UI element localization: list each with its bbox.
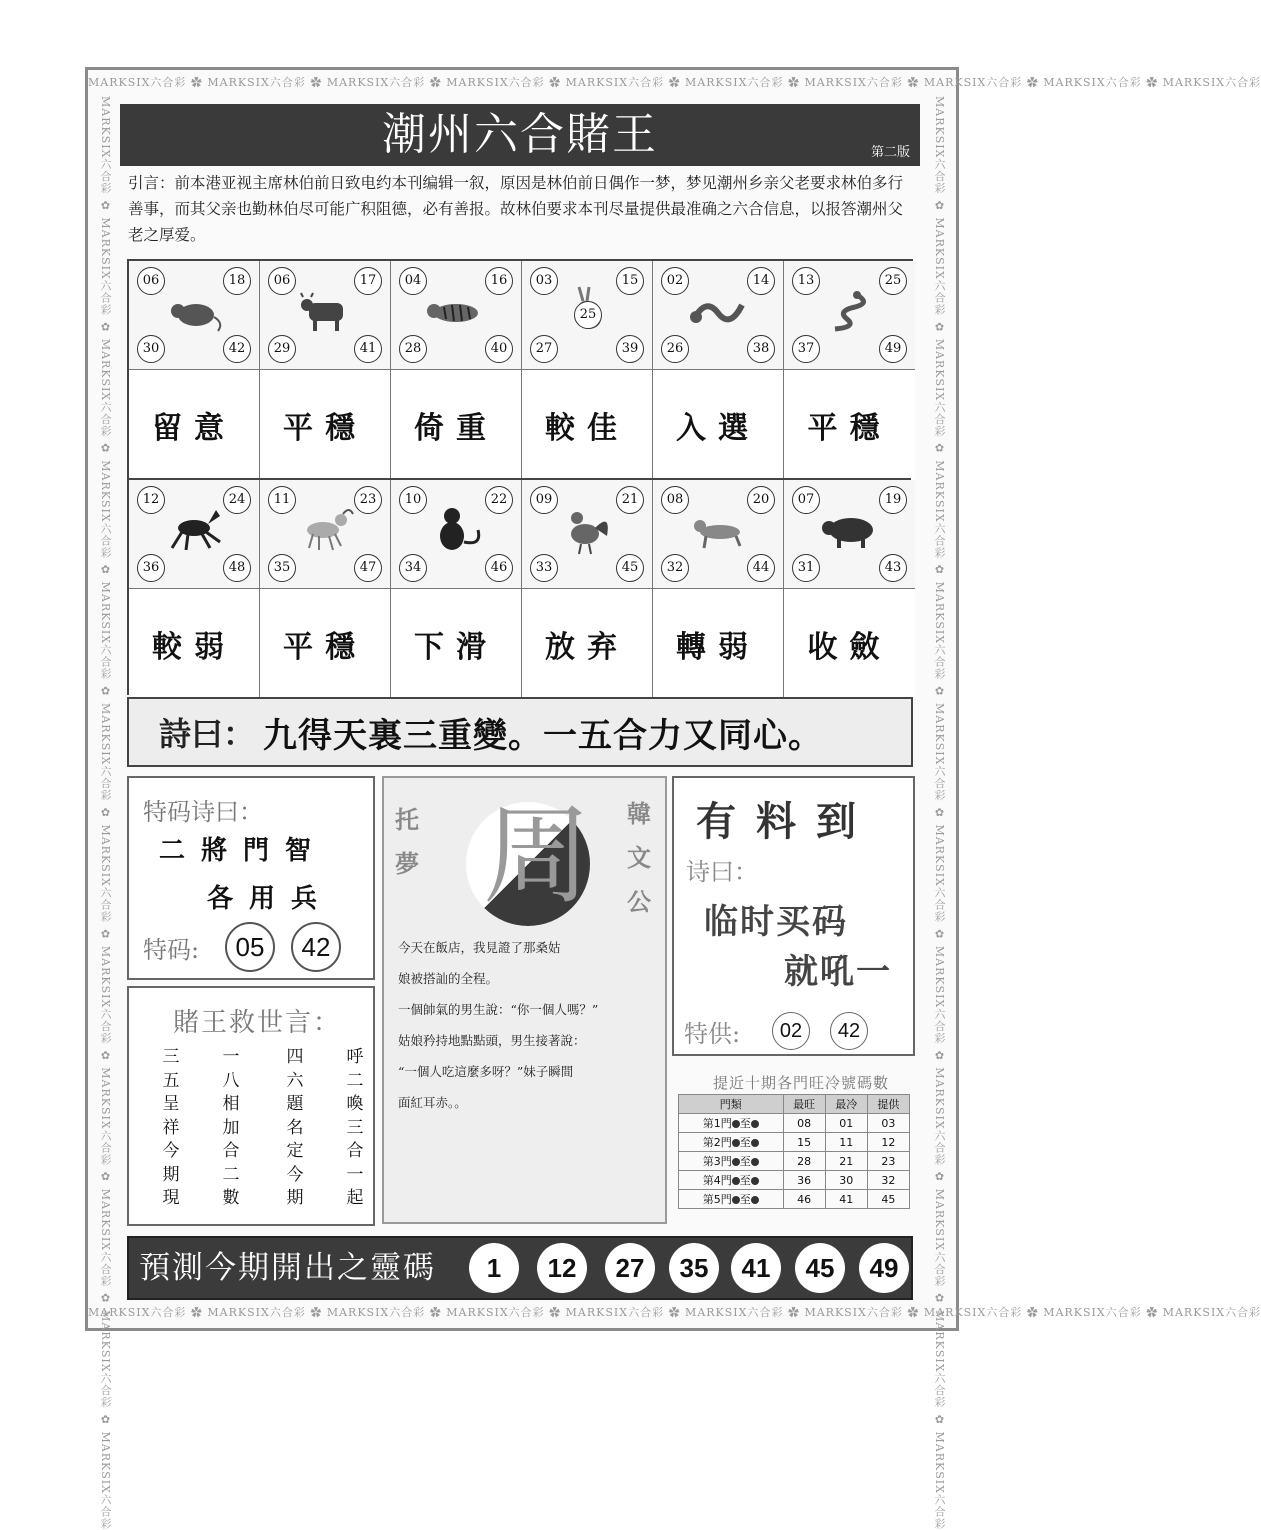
zodiac-number: 32 bbox=[661, 554, 689, 582]
youliao-code-1: 02 bbox=[772, 1012, 810, 1050]
stats-value-cell: 36 bbox=[783, 1171, 825, 1190]
youliao-code-2: 42 bbox=[830, 1012, 868, 1050]
zodiac-cell bbox=[784, 261, 915, 480]
zodiac-number: 18 bbox=[223, 267, 251, 295]
gambler-king-char: 合 bbox=[222, 1141, 240, 1161]
goat-icon bbox=[293, 502, 357, 558]
stats-value-cell: 41 bbox=[825, 1190, 867, 1209]
stats-value-cell: 28 bbox=[783, 1152, 825, 1171]
gambler-king-char: 二 bbox=[346, 1070, 364, 1091]
watermark-right: MARKSIX六合彩 ✿ MARKSIX六合彩 ✿ MARKSIX六合彩 ✿ MARKSIX六合彩 ✿ MARKSIX六合彩 ✿ MARKSIX六合彩 ✿ MARKSIX六合彩 ✿ MARKSIX六合彩 ✿ MARKSIX六合彩 ✿ MARKSIX六合彩 ✿ MARKSIX六合彩 ✿ MARKSIX六合彩 bbox=[933, 96, 946, 1530]
zodiac-number: 28 bbox=[399, 335, 427, 363]
zodiac-number: 35 bbox=[268, 554, 296, 582]
zodiac-number: 45 bbox=[616, 554, 644, 582]
horse-icon bbox=[162, 502, 226, 558]
gambler-king-char: 今 bbox=[162, 1141, 180, 1161]
zodiac-number: 46 bbox=[485, 554, 513, 582]
pig-icon bbox=[817, 502, 881, 558]
gambler-king-char: 起 bbox=[346, 1188, 364, 1208]
stats-value-cell: 21 bbox=[825, 1152, 867, 1171]
ball-icon bbox=[751, 1196, 759, 1204]
zodiac-number: 47 bbox=[354, 554, 382, 582]
youliao-poem-label: 诗曰： bbox=[686, 858, 758, 886]
table-row bbox=[679, 1133, 910, 1152]
rat-icon bbox=[162, 283, 226, 339]
stats-door-cell: 第1門 至 bbox=[679, 1114, 784, 1133]
gambler-king-char: 八 bbox=[222, 1070, 240, 1091]
ball-icon bbox=[732, 1139, 740, 1147]
zodiac-image-area bbox=[391, 261, 521, 370]
zodiac-image-area bbox=[522, 261, 652, 370]
zodiac-number: 36 bbox=[137, 554, 165, 582]
zodiac-number: 02 bbox=[661, 267, 689, 295]
zodiac-forecast-word: 下滑 bbox=[391, 589, 521, 699]
zodiac-number: 49 bbox=[879, 335, 907, 363]
zodiac-number: 39 bbox=[616, 335, 644, 363]
monkey-icon bbox=[424, 502, 488, 558]
zodiac-image-area bbox=[260, 261, 390, 370]
zodiac-cell bbox=[391, 261, 522, 480]
youliao-panel bbox=[672, 776, 915, 1056]
zodiac-number: 21 bbox=[616, 486, 644, 514]
zodiac-number: 15 bbox=[616, 267, 644, 295]
gambler-king-char: 合 bbox=[346, 1141, 364, 1161]
special-code-1: 05 bbox=[225, 922, 275, 972]
gambler-king-column bbox=[159, 1046, 183, 1211]
zodiac-number: 03 bbox=[530, 267, 558, 295]
ox-icon bbox=[293, 283, 357, 339]
stats-value-cell: 08 bbox=[783, 1114, 825, 1133]
gambler-king-char: 數 bbox=[222, 1188, 240, 1208]
gambler-king-column bbox=[343, 1046, 367, 1211]
zodiac-cell bbox=[784, 480, 915, 699]
zodiac-number: 37 bbox=[792, 335, 820, 363]
stats-door-cell: 第4門 至 bbox=[679, 1171, 784, 1190]
prediction-ball: 1 bbox=[469, 1243, 519, 1293]
gambler-king-char: 加 bbox=[222, 1117, 240, 1138]
dream-panel bbox=[382, 776, 667, 1224]
zodiac-number: 14 bbox=[747, 267, 775, 295]
stats-panel bbox=[672, 1064, 915, 1224]
zodiac-number: 23 bbox=[354, 486, 382, 514]
zodiac-number: 34 bbox=[399, 554, 427, 582]
table-row bbox=[679, 1171, 910, 1190]
zodiac-image-area bbox=[784, 261, 915, 370]
zodiac-image-area bbox=[653, 261, 783, 370]
dream-left-title: 托夢 bbox=[395, 806, 419, 878]
zodiac-forecast-word: 較弱 bbox=[129, 589, 259, 699]
dream-story-line: “一個人吃這麼多呀？”妹子瞬間 bbox=[398, 1064, 574, 1079]
dream-story bbox=[398, 932, 656, 1118]
zodiac-number: 42 bbox=[223, 335, 251, 363]
table-row bbox=[679, 1114, 910, 1133]
special-title: 特码诗曰： bbox=[143, 798, 263, 826]
zodiac-number: 33 bbox=[530, 554, 558, 582]
prediction-ball: 12 bbox=[537, 1243, 587, 1293]
stats-header-cell: 提供 bbox=[867, 1095, 909, 1114]
gambler-king-char: 期 bbox=[286, 1188, 304, 1208]
zodiac-extra-number: 25 bbox=[574, 301, 602, 329]
table-row bbox=[679, 1190, 910, 1209]
watermark-top: MARKSIX六合彩 ✿ MARKSIX六合彩 ✿ MARKSIX六合彩 ✿ MARKSIX六合彩 ✿ MARKSIX六合彩 ✿ MARKSIX六合彩 ✿ MARKSIX六合彩 ✿ MARKSIX六合彩 ✿ MARKSIX六合彩 ✿ MARKSIX六合彩 bbox=[88, 76, 1261, 89]
dream-story-line: 面紅耳赤。。 bbox=[398, 1095, 467, 1110]
ball-icon bbox=[751, 1120, 759, 1128]
ball-icon bbox=[751, 1177, 759, 1185]
stats-header-row bbox=[679, 1095, 910, 1114]
stats-value-cell: 03 bbox=[867, 1114, 909, 1133]
dragon-icon bbox=[686, 283, 750, 339]
zodiac-forecast-word: 留意 bbox=[129, 370, 259, 480]
zodiac-cell bbox=[522, 261, 653, 480]
zodiac-number: 16 bbox=[485, 267, 513, 295]
zodiac-number: 10 bbox=[399, 486, 427, 514]
stats-value-cell: 32 bbox=[867, 1171, 909, 1190]
title-bar bbox=[120, 104, 920, 166]
zodiac-number: 13 bbox=[792, 267, 820, 295]
dream-story-line: 姑娘矜持地點點頭，男生接著說： bbox=[398, 1033, 586, 1048]
zodiac-cell bbox=[129, 480, 260, 699]
zodiac-forecast-word: 入選 bbox=[653, 370, 783, 480]
zodiac-cell bbox=[653, 480, 784, 699]
special-code-2: 42 bbox=[291, 922, 341, 972]
zodiac-forecast-word: 較佳 bbox=[522, 370, 652, 480]
stats-value-cell: 15 bbox=[783, 1133, 825, 1152]
zodiac-number: 12 bbox=[137, 486, 165, 514]
zodiac-number: 09 bbox=[530, 486, 558, 514]
zodiac-number: 25 bbox=[879, 267, 907, 295]
gambler-king-char: 喚 bbox=[346, 1094, 364, 1114]
zodiac-cell bbox=[260, 480, 391, 699]
stats-value-cell: 23 bbox=[867, 1152, 909, 1171]
zodiac-number: 11 bbox=[268, 486, 296, 514]
zodiac-image-area bbox=[260, 480, 390, 589]
stats-value-cell: 46 bbox=[783, 1190, 825, 1209]
edition-label: 第二版 bbox=[870, 145, 910, 160]
zodiac-image-area bbox=[391, 480, 521, 589]
zodiac-cell bbox=[391, 480, 522, 699]
stats-value-cell: 01 bbox=[825, 1114, 867, 1133]
ball-icon bbox=[751, 1139, 759, 1147]
gambler-king-char: 相 bbox=[222, 1094, 240, 1114]
gambler-king-char: 期 bbox=[162, 1164, 180, 1185]
zodiac-forecast-word: 倚重 bbox=[391, 370, 521, 480]
zodiac-number: 38 bbox=[747, 335, 775, 363]
gambler-king-column bbox=[283, 1046, 307, 1211]
zodiac-image-area bbox=[784, 480, 915, 589]
stats-header-cell: 門類 bbox=[679, 1095, 784, 1114]
intro-text: 引言：前本港亚视主席林伯前日致电约本刊编辑一叙，原因是林伯前日偶作一梦，梦见潮州乡亲父老要求林伯多行善事，而其父亲也勤林伯尽可能广积阻德，必有善报。故林伯要求本刊尽量提供最准确之六合信息，以报答潮州父老之厚爱。 bbox=[128, 174, 904, 244]
zodiac-forecast-word: 收斂 bbox=[784, 589, 915, 699]
dream-story-line: 娘被搭訕的全程。 bbox=[398, 971, 499, 986]
dream-right-title: 韓文公 bbox=[627, 800, 651, 916]
page-title: 潮州六合賭王 bbox=[382, 109, 658, 160]
special-line-1: 二將門智 bbox=[159, 836, 328, 866]
zodiac-number: 04 bbox=[399, 267, 427, 295]
zodiac-cell bbox=[260, 261, 391, 480]
stats-value-cell: 11 bbox=[825, 1133, 867, 1152]
gambler-king-char: 一 bbox=[222, 1047, 240, 1067]
zodiac-image-area bbox=[129, 480, 259, 589]
gambler-king-char: 四 bbox=[286, 1047, 304, 1067]
poem-text: 九得天裏三重變。一五合力又同心。 bbox=[263, 715, 824, 756]
youliao-line-2: 就吼一 bbox=[784, 952, 892, 992]
gambler-king-char: 名 bbox=[286, 1117, 304, 1138]
zodiac-number: 20 bbox=[747, 486, 775, 514]
gambler-king-grid bbox=[153, 1046, 363, 1210]
ball-icon bbox=[732, 1177, 740, 1185]
ball-icon bbox=[732, 1196, 740, 1204]
zodiac-row-divider bbox=[129, 478, 911, 480]
dream-story-line: 今天在飯店，我見證了那桑姑 bbox=[398, 940, 561, 955]
gambler-king-char: 六 bbox=[286, 1070, 304, 1091]
zodiac-forecast-word: 轉弱 bbox=[653, 589, 783, 699]
zodiac-forecast-word: 平穩 bbox=[784, 370, 915, 480]
zodiac-number: 08 bbox=[661, 486, 689, 514]
zodiac-number: 30 bbox=[137, 335, 165, 363]
dream-story-line: 一個帥氣的男生說：“你一個人嗎？” bbox=[398, 1002, 599, 1017]
gambler-king-char: 呼 bbox=[346, 1047, 364, 1067]
prediction-ball: 45 bbox=[795, 1243, 845, 1293]
zodiac-number: 19 bbox=[879, 486, 907, 514]
zodiac-number: 40 bbox=[485, 335, 513, 363]
zodiac-image-area bbox=[129, 261, 259, 370]
stats-table bbox=[678, 1094, 910, 1209]
poem-label: 詩曰： bbox=[159, 715, 256, 753]
zodiac-number: 24 bbox=[223, 486, 251, 514]
stats-door-cell: 第3門 至 bbox=[679, 1152, 784, 1171]
youliao-line-1: 临时买码 bbox=[704, 902, 848, 942]
stats-title: 提近十期各門旺冷號碼數 bbox=[712, 1074, 889, 1092]
zodiac-forecast-word: 平穩 bbox=[260, 370, 390, 480]
special-code-label: 特码: bbox=[143, 936, 200, 964]
prediction-ball: 27 bbox=[605, 1243, 655, 1293]
gambler-king-column bbox=[219, 1046, 243, 1211]
gambler-king-char: 三 bbox=[346, 1117, 364, 1138]
zodiac-number: 22 bbox=[485, 486, 513, 514]
zodiac-number: 06 bbox=[268, 267, 296, 295]
stats-value-cell: 12 bbox=[867, 1133, 909, 1152]
dream-big-char: 周 bbox=[482, 794, 591, 919]
prediction-bar bbox=[127, 1236, 913, 1300]
gambler-king-char: 題 bbox=[286, 1094, 304, 1114]
gambler-king-char: 一 bbox=[346, 1164, 364, 1185]
stats-header-cell: 最旺 bbox=[783, 1095, 825, 1114]
zodiac-number: 31 bbox=[792, 554, 820, 582]
stats-value-cell: 45 bbox=[867, 1190, 909, 1209]
table-row bbox=[679, 1152, 910, 1171]
prediction-ball: 35 bbox=[669, 1243, 719, 1293]
zodiac-number: 29 bbox=[268, 335, 296, 363]
zodiac-number: 26 bbox=[661, 335, 689, 363]
stats-door-cell: 第5門 至 bbox=[679, 1190, 784, 1209]
prediction-ball: 41 bbox=[731, 1243, 781, 1293]
gambler-king-char: 定 bbox=[286, 1141, 304, 1161]
gambler-king-char: 祥 bbox=[162, 1117, 180, 1138]
zodiac-number: 44 bbox=[747, 554, 775, 582]
stats-value-cell: 30 bbox=[825, 1171, 867, 1190]
stats-header-cell: 最冷 bbox=[825, 1095, 867, 1114]
gambler-king-char: 三 bbox=[162, 1047, 180, 1067]
gambler-king-title: 賭王救世言： bbox=[173, 1008, 342, 1038]
zodiac-number: 17 bbox=[354, 267, 382, 295]
zodiac-image-area bbox=[653, 480, 783, 589]
special-code-panel bbox=[127, 776, 375, 980]
zodiac-number: 48 bbox=[223, 554, 251, 582]
zodiac-number: 07 bbox=[792, 486, 820, 514]
stats-door-cell: 第2門 至 bbox=[679, 1133, 784, 1152]
special-line-2: 各用兵 bbox=[207, 884, 334, 914]
watermark-left: MARKSIX六合彩 ✿ MARKSIX六合彩 ✿ MARKSIX六合彩 ✿ MARKSIX六合彩 ✿ MARKSIX六合彩 ✿ MARKSIX六合彩 ✿ MARKSIX六合彩 ✿ MARKSIX六合彩 ✿ MARKSIX六合彩 ✿ MARKSIX六合彩 ✿ MARKSIX六合彩 ✿ MARKSIX六合彩 bbox=[99, 96, 112, 1530]
zodiac-number: 27 bbox=[530, 335, 558, 363]
gambler-king-char: 今 bbox=[286, 1164, 304, 1185]
ball-icon bbox=[732, 1158, 740, 1166]
poem-bar bbox=[127, 697, 913, 767]
gambler-king-char: 二 bbox=[222, 1164, 240, 1185]
zodiac-cell bbox=[522, 480, 653, 699]
tiger-icon bbox=[424, 283, 488, 339]
gambler-king-char: 呈 bbox=[162, 1094, 180, 1114]
zodiac-number: 43 bbox=[879, 554, 907, 582]
zodiac-number: 06 bbox=[137, 267, 165, 295]
zodiac-cell bbox=[653, 261, 784, 480]
ball-icon bbox=[732, 1120, 740, 1128]
rooster-icon bbox=[555, 502, 619, 558]
youliao-code-label: 特供: bbox=[684, 1020, 741, 1048]
youliao-title: 有料到 bbox=[696, 799, 876, 845]
zodiac-forecast-word: 平穩 bbox=[260, 589, 390, 699]
zodiac-cell bbox=[129, 261, 260, 480]
ball-icon bbox=[751, 1158, 759, 1166]
zodiac-number: 41 bbox=[354, 335, 382, 363]
prediction-label: 預測今期開出之靈碼 bbox=[139, 1250, 436, 1286]
gambler-king-char: 五 bbox=[162, 1070, 180, 1091]
prediction-ball: 49 bbox=[859, 1243, 909, 1293]
dog-icon bbox=[686, 502, 750, 558]
snake-icon bbox=[817, 283, 881, 339]
zodiac-grid bbox=[127, 259, 913, 695]
gambler-king-panel bbox=[127, 986, 375, 1226]
gambler-king-char: 現 bbox=[162, 1188, 180, 1208]
zodiac-forecast-word: 放弃 bbox=[522, 589, 652, 699]
zodiac-image-area bbox=[522, 480, 652, 589]
watermark-bottom: MARKSIX六合彩 ✿ MARKSIX六合彩 ✿ MARKSIX六合彩 ✿ MARKSIX六合彩 ✿ MARKSIX六合彩 ✿ MARKSIX六合彩 ✿ MARKSIX六合彩 ✿ MARKSIX六合彩 ✿ MARKSIX六合彩 ✿ MARKSIX六合彩 bbox=[88, 1306, 1261, 1319]
